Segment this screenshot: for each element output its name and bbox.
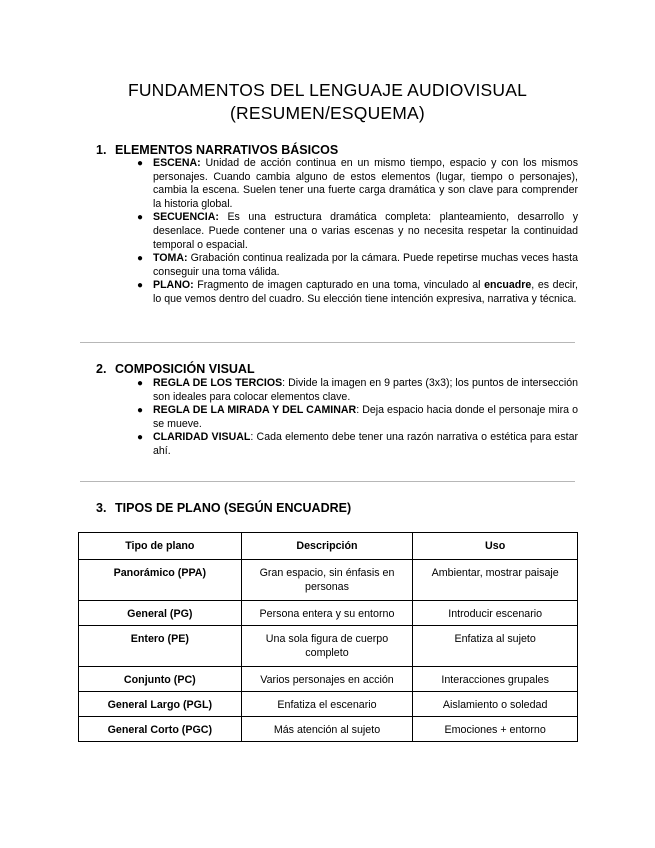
section-number: 3.: [96, 501, 107, 515]
list-item: [137, 377, 578, 404]
item-text: : Divide la imagen en 9 partes (3x3); los puntos de intersección son ideales para colocar elementos clave.: [153, 377, 578, 403]
section-title: COMPOSICIÓN VISUAL: [115, 362, 255, 376]
table-cell: Gran espacio, sin énfasis en personas: [241, 560, 413, 601]
table-cell: Varios personajes en acción: [241, 667, 413, 692]
item-term: REGLA DE LA MIRADA Y DEL CAMINAR: [153, 404, 357, 417]
section-1-heading: [96, 142, 338, 158]
item-term-2: encuadre: [484, 279, 532, 292]
table-cell: Emociones + entorno: [413, 717, 578, 742]
list-item: [137, 431, 578, 458]
title-line-2: (RESUMEN/ESQUEMA): [230, 103, 425, 123]
list-item: [137, 279, 578, 306]
section-divider: [80, 481, 575, 482]
table-row: [79, 692, 578, 717]
table-cell: Enfatiza al sujeto: [413, 626, 578, 667]
section-divider: [80, 342, 575, 343]
table-cell: Ambientar, mostrar paisaje: [413, 560, 578, 601]
table-cell: Enfatiza el escenario: [241, 692, 413, 717]
item-term: PLANO:: [153, 279, 194, 292]
section-2-heading: [96, 361, 255, 377]
section-title: TIPOS DE PLANO (SEGÚN ENCUADRE): [115, 501, 352, 515]
title-line-1: FUNDAMENTOS DEL LENGUAJE AUDIOVISUAL: [127, 80, 528, 100]
section-3-heading: [96, 500, 351, 516]
bullet-icon: ●: [137, 253, 144, 265]
section-number: 2.: [96, 362, 107, 376]
document-title: [0, 79, 655, 125]
item-text-2: , es decir, lo que vemos dentro del cuadro. Su elección tiene intención expresiva, narrativa y técnica.: [153, 279, 579, 305]
item-text: Grabación continua realizada por la cámara. Puede repetirse muchas veces hasta conseguir una toma válida.: [153, 252, 578, 278]
bullet-icon: ●: [137, 432, 144, 444]
table-row: [79, 667, 578, 692]
item-text: : Deja espacio hacia donde el personaje mira o se mueve.: [153, 404, 579, 430]
bullet-icon: ●: [137, 405, 144, 417]
table-cell: Entero (PE): [79, 626, 242, 667]
bullet-icon: ●: [137, 280, 144, 292]
table-cell: General Largo (PGL): [79, 692, 242, 717]
column-header: Tipo de plano: [79, 533, 242, 560]
bullet-icon: ●: [137, 158, 144, 169]
item-text: : Cada elemento debe tener una razón narrativa o estética para estar ahí.: [153, 431, 578, 457]
shot-types-table: [78, 532, 578, 742]
table-row: [79, 717, 578, 742]
section-title: ELEMENTOS NARRATIVOS BÁSICOS: [115, 143, 339, 157]
item-term: REGLA DE LOS TERCIOS: [153, 377, 283, 389]
table-cell: Una sola figura de cuerpo completo: [241, 626, 413, 667]
bullet-icon: ●: [137, 378, 144, 389]
bullet-icon: ●: [137, 212, 144, 224]
table-row: [79, 601, 578, 626]
item-term: SECUENCIA:: [153, 211, 219, 224]
table-cell: General (PG): [79, 601, 242, 626]
section-number: 1.: [96, 143, 107, 157]
item-term: CLARIDAD VISUAL: [153, 431, 251, 444]
item-text: Unidad de acción continua en un mismo tiempo, espacio y con los mismos personajes. Cuando cambia alguno de estos elementos (lugar, tiempo o personajes), cambia la escena. Suelen tener una fuerte carga dramática y son clave para comprender la historia global.: [153, 157, 578, 210]
table-cell: General Corto (PGC): [79, 717, 242, 742]
item-text: Es una estructura dramática completa: planteamiento, desarrollo y desenlace. Puede contener una o varias escenas y no necesita respetar la continuidad temporal o espacial.: [153, 211, 578, 251]
item-term: TOMA:: [153, 252, 188, 265]
list-item: [137, 404, 578, 431]
table-header-row: [79, 533, 578, 560]
item-text: Fragmento de imagen capturado en una toma, vinculado al: [193, 279, 485, 292]
table-row: [79, 560, 578, 601]
table-cell: Panorámico (PPA): [79, 560, 242, 601]
table-cell: Interacciones grupales: [413, 667, 578, 692]
table-row: [79, 626, 578, 667]
column-header: Uso: [413, 533, 578, 560]
table-cell: Aislamiento o soledad: [413, 692, 578, 717]
table-cell: Conjunto (PC): [79, 667, 242, 692]
list-item: [137, 211, 578, 252]
item-term: ESCENA:: [153, 157, 201, 169]
list-item: [137, 252, 578, 279]
table-cell: Más atención al sujeto: [241, 717, 413, 742]
list-item: [137, 157, 578, 211]
table-cell: Persona entera y su entorno: [241, 601, 413, 626]
narrative-elements-list: [137, 157, 578, 307]
table-cell: Introducir escenario: [413, 601, 578, 626]
visual-composition-list: [137, 377, 578, 459]
column-header: Descripción: [241, 533, 413, 560]
